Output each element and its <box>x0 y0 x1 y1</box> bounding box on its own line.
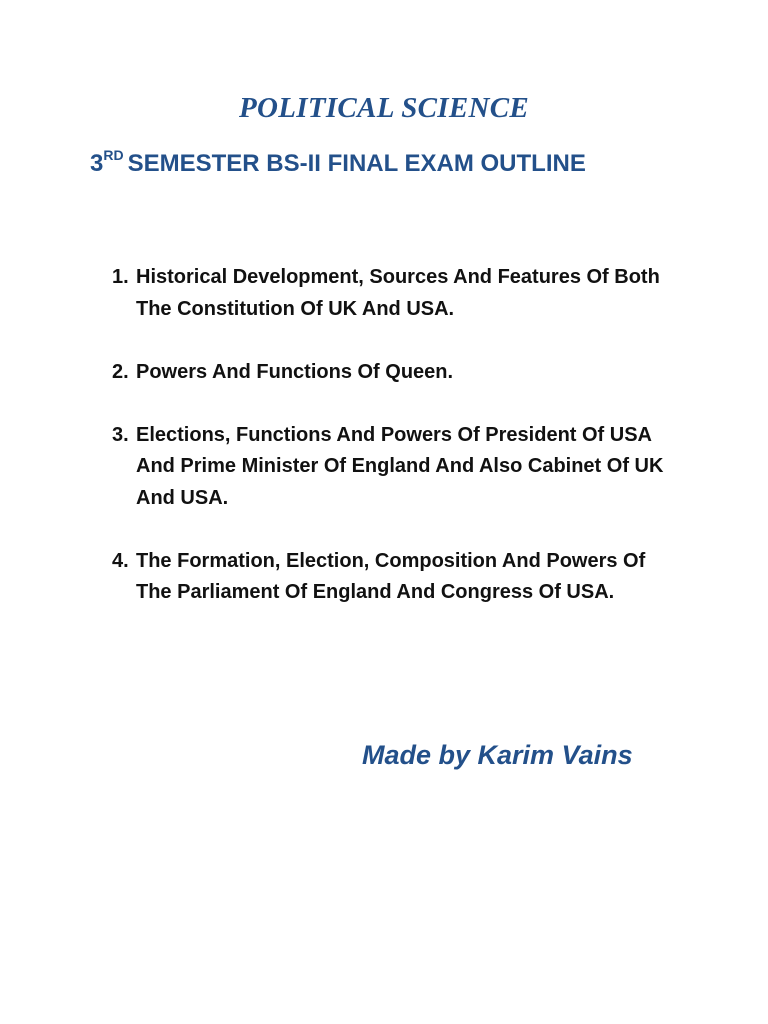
list-item-text: Powers And Functions Of Queen. <box>136 360 454 383</box>
subtitle-text: SEMESTER BS-II FINAL EXAM OUTLINE <box>127 150 586 177</box>
list-item-number: 4. <box>112 549 129 572</box>
list-item <box>112 420 672 515</box>
list-item-number: 1. <box>112 266 129 288</box>
author-signature: Made by Karim Vains <box>362 740 633 770</box>
list-item <box>112 262 672 325</box>
list-item <box>112 546 672 609</box>
list-item <box>112 357 672 389</box>
page-subtitle <box>90 147 586 178</box>
subtitle-ordinal-suffix: RD <box>103 147 124 163</box>
page-title: POLITICAL SCIENCE <box>238 92 530 124</box>
exam-outline-list <box>112 262 672 640</box>
list-item-text: The Formation, Election, Composition And Powers Of The Parliament Of England And Congress Of USA. <box>136 549 646 603</box>
list-item-text: Elections, Functions And Powers Of President Of USA And Prime Minister Of England And Also Cabinet Of UK And USA. <box>136 423 664 509</box>
list-item-number: 2. <box>112 360 129 383</box>
list-item-number: 3. <box>112 423 129 446</box>
subtitle-number: 3 <box>90 150 104 177</box>
list-item-text: Historical Development, Sources And Features Of Both The Constitution Of UK And USA. <box>136 266 660 320</box>
